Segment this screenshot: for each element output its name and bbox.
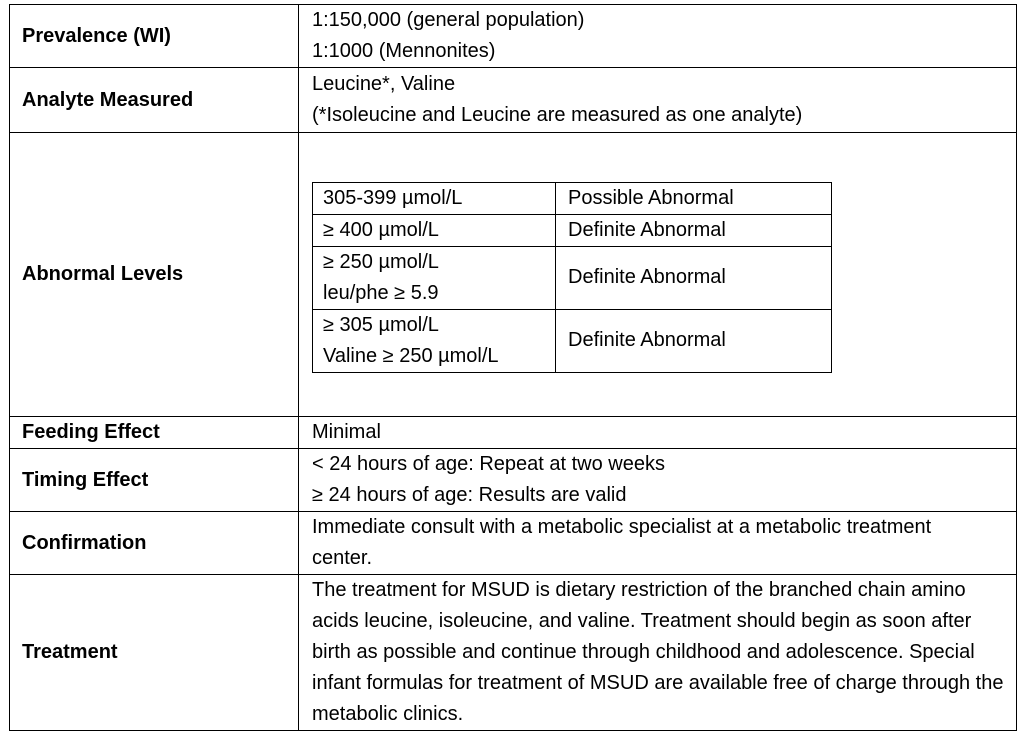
level-text: ≥ 305 µmol/L (323, 313, 439, 336)
confirmation-text: Immediate consult with a metabolic specialist at a metabolic treatment center. (312, 516, 932, 569)
row-treatment (10, 575, 1017, 731)
prevalence-mennonites: 1:1000 (Mennonites) (312, 40, 496, 62)
level-text: leu/phe ≥ 5.9 (323, 281, 439, 304)
label-confirmation: Confirmation (10, 512, 299, 575)
result-cell: Definite Abnormal (556, 214, 832, 246)
value-feeding-effect: Minimal (299, 417, 1017, 449)
level-row (313, 214, 832, 246)
label-treatment: Treatment (10, 575, 299, 731)
level-text: ≥ 250 µmol/L (323, 250, 439, 273)
label-timing-effect: Timing Effect (10, 449, 299, 512)
result-cell: Definite Abnormal (556, 309, 832, 372)
level-text: 305-399 µmol/L (323, 186, 463, 209)
level-text: Valine ≥ 250 µmol/L (323, 344, 499, 367)
level-row (313, 309, 832, 372)
level-text: ≥ 400 µmol/L (323, 218, 439, 241)
analyte-note: (*Isoleucine and Leucine are measured as one analyte) (312, 104, 803, 126)
timing-before-24h: < 24 hours of age: Repeat at two weeks (312, 453, 665, 475)
result-cell: Possible Abnormal (556, 182, 832, 214)
abnormal-levels-table (312, 182, 832, 373)
level-row (313, 246, 832, 309)
label-analyte: Analyte Measured (10, 68, 299, 133)
row-timing-effect (10, 449, 1017, 512)
row-prevalence (10, 5, 1017, 68)
value-treatment (299, 575, 1017, 731)
value-timing-effect (299, 449, 1017, 512)
treatment-text: The treatment for MSUD is dietary restriction of the branched chain amino acids leucine, isoleucine, and valine. Treatment should begin as soon after birth as possible and continue through childhood and adolescence. Special infant formulas for treatment of MSUD are available free of charge through the metabolic clinics. (312, 579, 1004, 725)
msud-info-table (9, 4, 1017, 731)
level-cell (313, 246, 556, 309)
row-confirmation (10, 512, 1017, 575)
value-abnormal-levels (299, 133, 1017, 417)
value-analyte (299, 68, 1017, 133)
value-prevalence (299, 5, 1017, 68)
row-feeding-effect (10, 417, 1017, 449)
analyte-list: Leucine*, Valine (312, 73, 456, 95)
value-confirmation (299, 512, 1017, 575)
level-row (313, 182, 832, 214)
label-feeding-effect: Feeding Effect (10, 417, 299, 449)
label-prevalence: Prevalence (WI) (10, 5, 299, 68)
timing-after-24h: ≥ 24 hours of age: Results are valid (312, 484, 627, 506)
label-abnormal-levels: Abnormal Levels (10, 133, 299, 417)
level-cell (313, 182, 556, 214)
row-abnormal-levels (10, 133, 1017, 417)
result-cell: Definite Abnormal (556, 246, 832, 309)
level-cell (313, 309, 556, 372)
prevalence-general: 1:150,000 (general population) (312, 9, 585, 31)
row-analyte (10, 68, 1017, 133)
level-cell (313, 214, 556, 246)
